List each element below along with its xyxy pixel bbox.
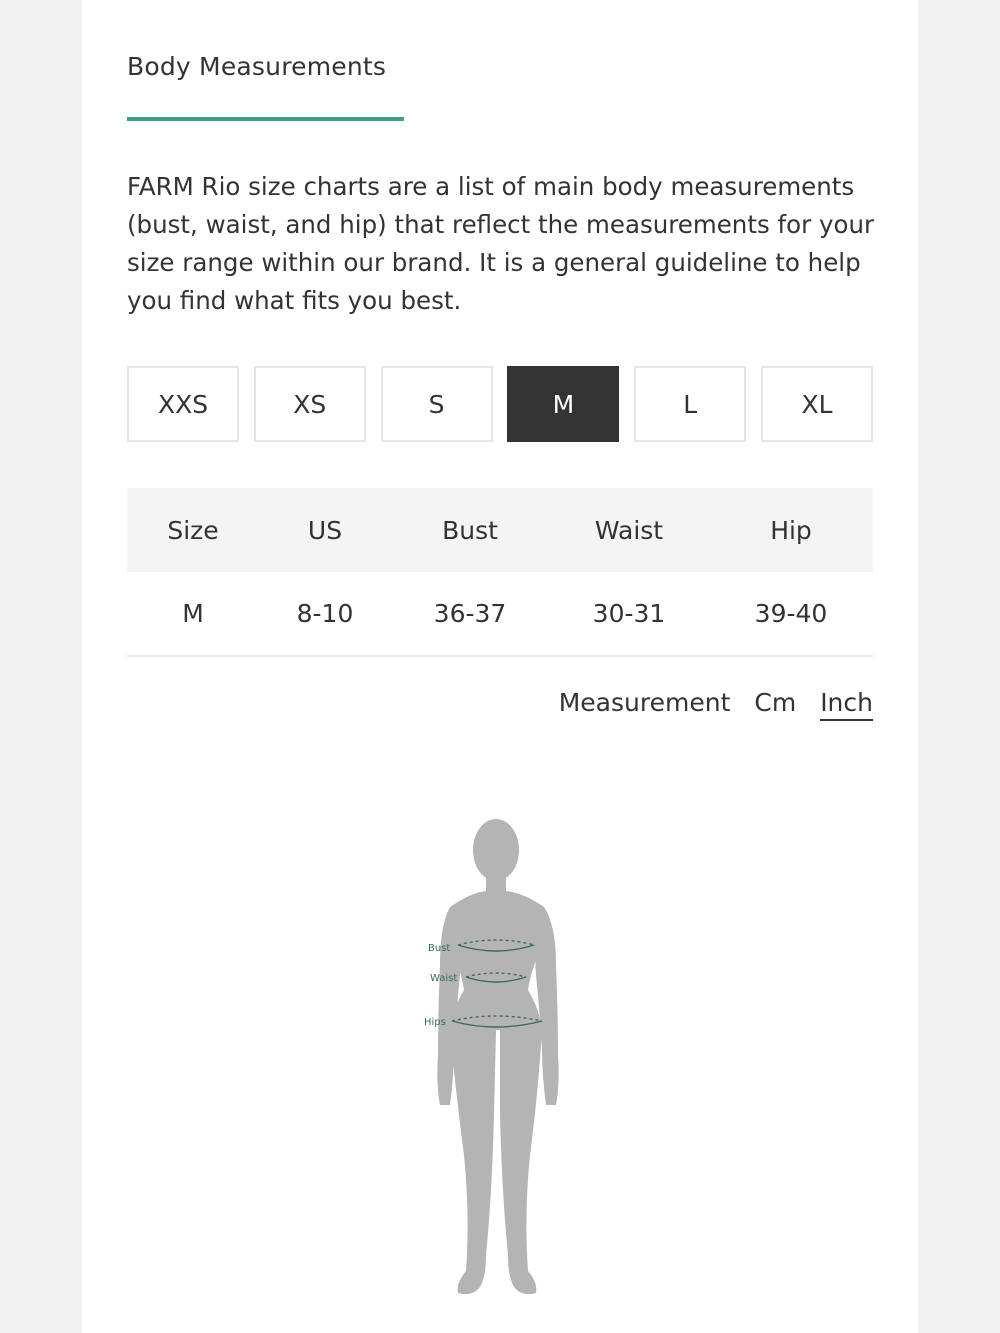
unit-cm[interactable]: Cm bbox=[754, 688, 797, 717]
header-us: US bbox=[307, 515, 343, 545]
size-option-xs[interactable]: XS bbox=[254, 366, 366, 442]
bust-label: Bust bbox=[428, 943, 451, 954]
intro-text: FARM Rio size charts are a list of main body measurements (bust, waist, and hip) that reflect the measurements for your size range within our brand. It is a general guideline to help you find what fits you best. bbox=[127, 172, 875, 315]
body-silhouette bbox=[437, 819, 558, 1294]
cell-hip: 39-40 bbox=[754, 599, 828, 628]
header-size: Size bbox=[167, 515, 219, 545]
cell-size: M bbox=[182, 599, 204, 628]
size-option-l[interactable]: L bbox=[634, 366, 746, 442]
unit-inch[interactable]: Inch bbox=[820, 688, 873, 721]
waist-label: Waist bbox=[430, 973, 458, 984]
size-selector bbox=[127, 366, 873, 442]
size-option-s[interactable]: S bbox=[381, 366, 493, 442]
header-waist: Waist bbox=[594, 515, 664, 545]
size-option-m[interactable]: M bbox=[507, 366, 619, 442]
body-measurements-tab[interactable]: Body Measurements bbox=[127, 52, 387, 81]
measurement-unit-toggle bbox=[559, 688, 873, 721]
table-header-row bbox=[127, 488, 873, 572]
size-option-xxs[interactable]: XXS bbox=[127, 366, 239, 442]
table-row bbox=[127, 572, 873, 657]
active-tab-underline bbox=[127, 117, 404, 121]
measurement-label: Measurement bbox=[558, 688, 731, 717]
header-hip: Hip bbox=[770, 515, 812, 545]
hips-label: Hips bbox=[424, 1017, 446, 1028]
size-option-xl[interactable]: XL bbox=[761, 366, 873, 442]
body-figure-svg bbox=[410, 815, 590, 1305]
size-table bbox=[127, 488, 873, 657]
cell-us: 8-10 bbox=[296, 599, 354, 628]
cell-bust: 36-37 bbox=[433, 599, 507, 628]
cell-waist: 30-31 bbox=[592, 599, 666, 628]
header-bust: Bust bbox=[442, 515, 498, 545]
body-figure-illustration bbox=[410, 815, 590, 1305]
